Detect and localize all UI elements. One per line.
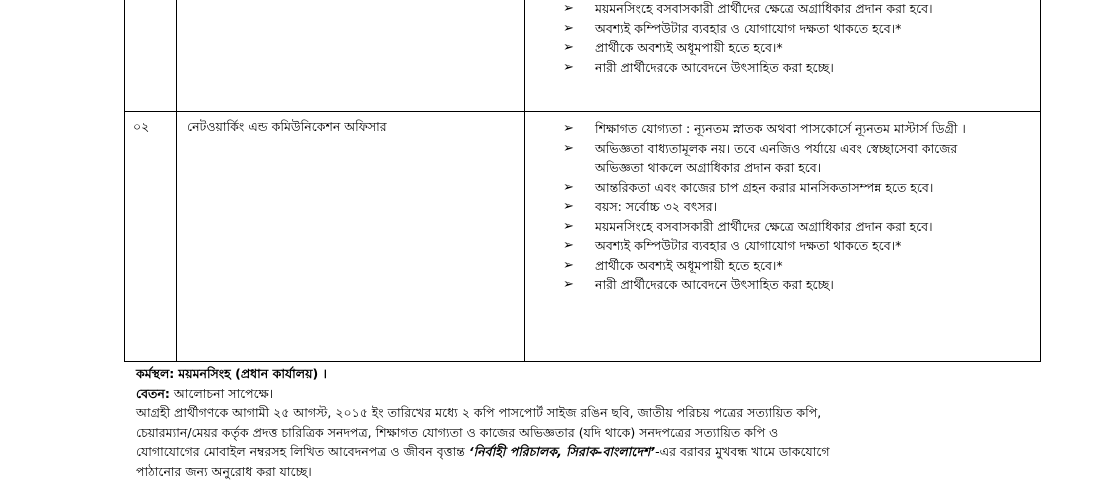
serial-number: ০২	[133, 119, 150, 134]
column-divider-position	[524, 0, 525, 361]
list-item: ➢ শিক্ষাগত যোগ্যতা : ন্যূনতম স্নাতক অথবা পাসকোর্সে ন্যূনতম মাস্টার্স ডিগ্রী ।	[563, 119, 966, 139]
list-item: ➢ বয়স: সর্বোচ্চ ৩২ বৎসর।	[563, 197, 966, 217]
application-info	[136, 364, 1036, 481]
instructions-line-4: পাঠানোর জন্য অনুরোধ করা যাচ্ছে।	[136, 463, 312, 479]
salary-line	[136, 384, 1036, 404]
arrow-bullet-icon: ➢	[563, 277, 574, 292]
arrow-bullet-icon: ➢	[563, 1, 574, 16]
list-item: ➢ নারী প্রার্থীদেরকে আবেদনে উৎসাহিত করা হচ্ছে।	[563, 58, 933, 78]
row-divider	[125, 111, 1040, 112]
list-item: ➢ অবশ্যই কম্পিউটার ব্যবহার ও যোগাযোগ দক্ষতা থাকতে হবে।*	[563, 236, 966, 256]
arrow-bullet-icon: ➢	[563, 218, 574, 234]
arrow-bullet-icon: ➢	[563, 238, 574, 253]
column-divider-serial	[176, 0, 177, 361]
list-item: ➢ ময়মনসিংহে বসবাসকারী প্রার্থীদের ক্ষেত্রে অগ্রাধিকার প্রদান করা হবে।	[563, 217, 966, 237]
workplace-label: কর্মস্থল:	[136, 366, 175, 381]
arrow-bullet-icon: ➢	[563, 40, 574, 55]
instructions-line-3	[136, 442, 1036, 462]
arrow-bullet-icon: ➢	[563, 199, 574, 214]
instructions-text: যোগাযোগের মোবাইল নম্বরসহ লিখিত আবেদনপত্র ও জীবন বৃত্তান্ত	[136, 444, 465, 459]
list-item: ➢ নারী প্রার্থীদেরকে আবেদনে উৎসাহিত করা হচ্ছে।	[563, 275, 966, 295]
arrow-bullet-icon: ➢	[563, 179, 574, 195]
instructions-line-1: আগ্রহী প্রার্থীগণকে আগামী ২৫ আগস্ট, ২০১৫ ইং তারিখের মধ্যে ২ কপি পাসপোর্ট সাইজ রঙিন ছবি, জাতীয় পরিচয় পত্রের সত্যায়িত কপি,	[136, 405, 822, 420]
list-item: ➢ প্রার্থীকে অবশ্যই অধূমপায়ী হতে হবে।*	[563, 256, 966, 276]
row2-requirements	[563, 119, 966, 295]
arrow-bullet-icon: ➢	[563, 59, 574, 75]
addressee-name: ‘নির্বাহী পরিচালক, সিরাক-বাংলাদেশ’	[468, 444, 656, 459]
position-title: নেটওয়ার্কিং এন্ড কমিউনিকেশন অফিসার	[187, 119, 387, 134]
instructions-text-end: -এর বরাবর মুখবন্ধ খামে ডাকযোগে	[655, 444, 830, 459]
list-item: ➢ অবশ্যই কম্পিউটার ব্যবহার ও যোগাযোগ দক্ষতা থাকতে হবে।*	[563, 19, 933, 39]
arrow-bullet-icon: ➢	[563, 140, 574, 156]
row1-requirements	[563, 0, 933, 77]
list-item: ➢ আন্তরিকতা এবং কাজের চাপ গ্রহন করার মানসিকতাসম্পন্ন হতে হবে।	[563, 178, 966, 198]
list-item: ➢ প্রার্থীকে অবশ্যই অধূমপায়ী হতে হবে।*	[563, 38, 933, 58]
list-item: ➢ ময়মনসিংহে বসবাসকারী প্রার্থীদের ক্ষেত্রে অগ্রাধিকার প্রদান করা হবে।	[563, 0, 933, 19]
workplace-value: ময়মনসিংহ (প্রধান কার্যালয়) ।	[178, 366, 327, 381]
instructions-line-2: চেয়ারম্যান/মেয়র কর্তৃক প্রদত্ত চারিত্রিক সনদপত্র, শিক্ষাগত যোগ্যতা ও কাজের অভিজ্ঞতার (যদি থাকে) সনদপত্রের সত্যায়িত কপি ও	[136, 424, 779, 440]
list-item: ➢ অভিজ্ঞতা বাধ্যতামূলক নয়। তবে এনজিও পর্যায়ে এবং স্বেচ্ছাসেবা কাজের অভিজ্ঞতা থাকলে অগ্রাধিকার প্রদান করা হবে।	[563, 140, 958, 175]
salary-label: বেতন:	[136, 385, 170, 401]
salary-value: আলোচনা সাপেক্ষে।	[173, 385, 274, 401]
arrow-bullet-icon: ➢	[563, 20, 574, 36]
arrow-bullet-icon: ➢	[563, 121, 574, 136]
workplace-line	[136, 364, 1036, 384]
job-table	[124, 0, 1041, 362]
arrow-bullet-icon: ➢	[563, 257, 574, 273]
